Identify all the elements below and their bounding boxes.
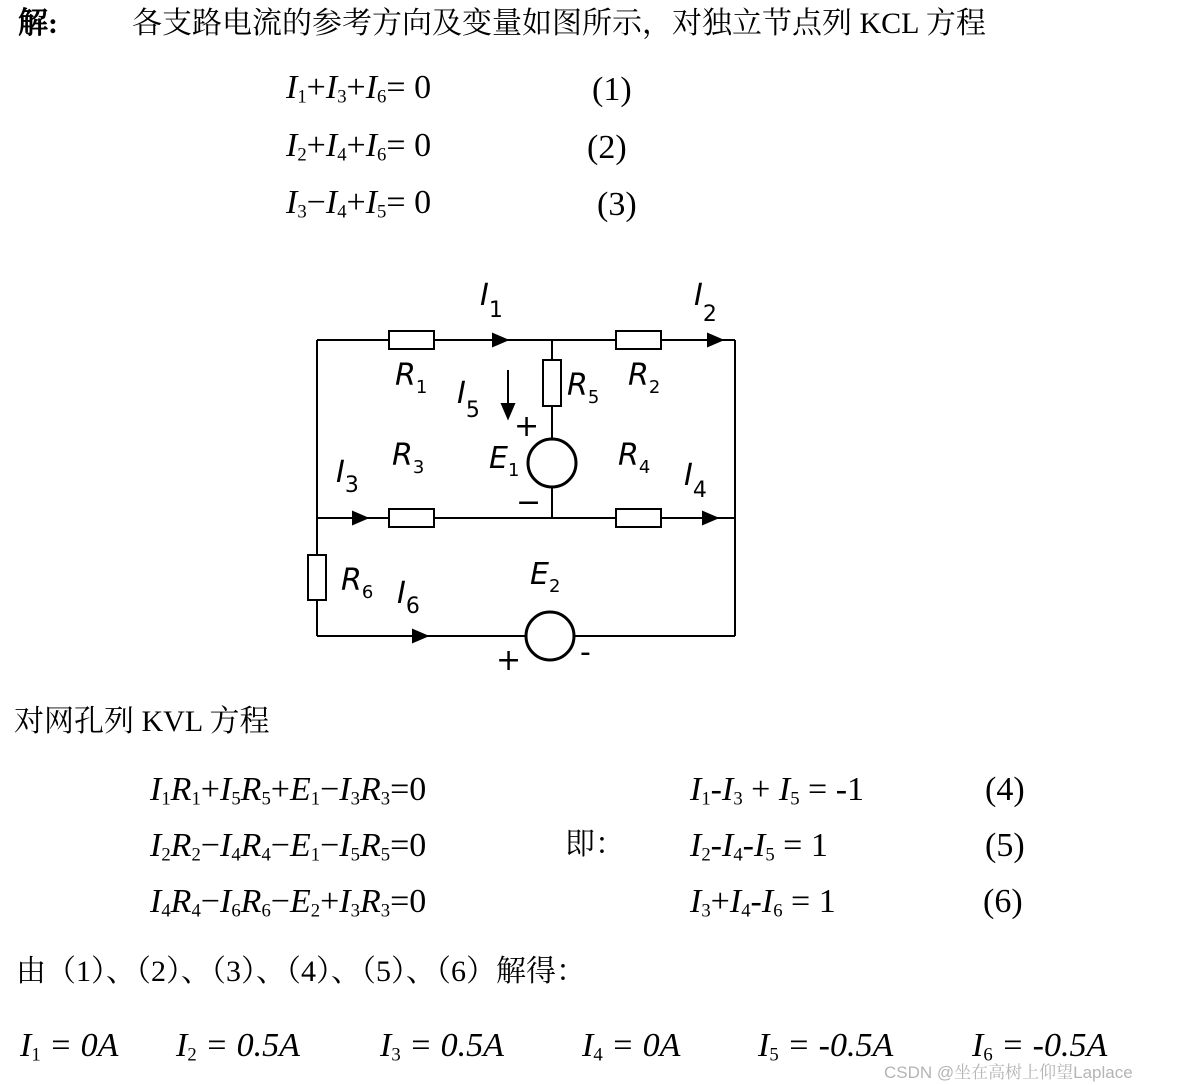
- e2-plus-sign: +: [496, 643, 522, 678]
- math-variable: $I_1$: [690, 771, 711, 810]
- label-r3: $R_3$: [392, 438, 425, 478]
- arrow-i2: [708, 334, 722, 346]
- math-operator: +: [306, 69, 326, 106]
- equation-number: (3): [597, 186, 637, 223]
- math-operator: +: [306, 127, 326, 164]
- label-e1: $E_1$: [489, 441, 520, 481]
- solution-label: 解:: [18, 7, 58, 40]
- math-variable: $R_3$: [359, 883, 391, 922]
- simplified-equation: [690, 882, 836, 932]
- math-variable: $R_5$: [240, 771, 271, 810]
- math-variable: $I_3$: [339, 771, 360, 810]
- solution-i3: [380, 1026, 504, 1076]
- math-operator: −: [270, 883, 290, 920]
- math-operator: = 0: [386, 127, 432, 164]
- kcl-equation: [286, 68, 431, 118]
- watermark: CSDN @坐在高树上仰望Laplace: [884, 1063, 1133, 1082]
- kvl-equation: [150, 770, 426, 820]
- math-operator: =0: [390, 883, 427, 920]
- equation-number: (2): [587, 129, 627, 166]
- arrow-i3: [353, 512, 367, 524]
- label-r4: $R_4$: [618, 438, 651, 478]
- math-variable: $I_2$: [690, 827, 711, 866]
- resistor-r4: [616, 509, 661, 527]
- math-variable: $I_3$: [286, 184, 307, 223]
- math-variable: $R_6$: [240, 883, 271, 922]
- math-operator: =0: [390, 771, 427, 808]
- math-operator: +: [710, 883, 730, 920]
- math-operator: +: [346, 127, 366, 164]
- source-e1: [528, 439, 576, 487]
- arrow-i5: [502, 404, 514, 418]
- math-variable: $I_4$: [722, 827, 743, 866]
- math-variable: $I_6$: [972, 1027, 993, 1066]
- kvl-equation: [150, 882, 426, 932]
- math-variable: $I_6$: [219, 883, 241, 922]
- solution-value: = -0.5A: [992, 1027, 1108, 1064]
- math-variable: $I_4$: [325, 127, 347, 166]
- solve-text: 由（1）、（2）、（3）、（4）、（5）、（6）解得：: [16, 955, 586, 988]
- math-variable: $R_5$: [359, 827, 391, 866]
- math-variable: $I_2$: [150, 827, 171, 866]
- math-variable: $I_5$: [365, 184, 387, 223]
- kcl-equation: [286, 183, 431, 233]
- equation-number: (5): [985, 827, 1025, 864]
- label-i3: $I_3$: [336, 455, 359, 498]
- math-variable: $R_3$: [359, 771, 391, 810]
- math-variable: $R_1$: [170, 771, 201, 810]
- math-operator: +: [346, 69, 366, 106]
- label-i1: $I_1$: [480, 278, 503, 323]
- math-operator: −: [306, 184, 326, 221]
- math-variable: $I_4$: [582, 1027, 603, 1066]
- solution-i2: [176, 1026, 300, 1076]
- ji-label: 即：: [565, 828, 625, 861]
- solution-value: = 0.5A: [400, 1027, 504, 1064]
- math-variable: $I_2$: [176, 1027, 197, 1066]
- math-variable: $R_2$: [170, 827, 201, 866]
- equation-number: (1): [592, 71, 632, 108]
- math-operator: +: [346, 184, 366, 221]
- math-operator: +: [270, 771, 290, 808]
- math-variable: $I_4$: [729, 883, 751, 922]
- circuit-diagram: [0, 270, 800, 690]
- label-e2: $E_2$: [530, 557, 561, 597]
- solution-value: = 0A: [40, 1027, 119, 1064]
- math-operator: =0: [390, 827, 427, 864]
- math-operator: −: [270, 827, 290, 864]
- math-operator: -: [750, 883, 762, 920]
- label-r6: $R_6$: [341, 563, 374, 603]
- kcl-equation: [286, 126, 431, 176]
- math-variable: $I_1$: [286, 69, 307, 108]
- resistor-r5: [543, 360, 561, 406]
- kvl-equation: [150, 826, 426, 876]
- math-variable: $E_1$: [289, 827, 321, 866]
- math-operator: = 1: [782, 883, 836, 920]
- solution-i4: [582, 1026, 680, 1076]
- label-r1: $R_1$: [395, 358, 428, 398]
- equation-number: (6): [983, 883, 1023, 920]
- math-operator: = -1: [799, 771, 865, 808]
- math-operator: = 1: [774, 827, 828, 864]
- solution-i5: [758, 1026, 893, 1076]
- arrow-i1: [493, 334, 507, 346]
- math-variable: $I_4$: [219, 827, 241, 866]
- math-operator: -: [710, 771, 722, 808]
- math-variable: $R_4$: [240, 827, 271, 866]
- math-operator: +: [742, 771, 779, 808]
- solution-i1: [20, 1026, 118, 1076]
- label-r5: $R_5$: [567, 368, 600, 408]
- intro-text: 各支路电流的参考方向及变量如图所示，对独立节点列 KCL 方程: [132, 7, 986, 40]
- equation-number: (4): [985, 771, 1025, 808]
- arrow-i4: [703, 512, 717, 524]
- math-operator: −: [200, 883, 220, 920]
- math-operator: −: [320, 771, 340, 808]
- resistor-r3: [389, 509, 434, 527]
- label-i4: $I_4$: [684, 458, 707, 503]
- math-variable: $I_5$: [758, 1027, 779, 1066]
- math-variable: $I_3$: [339, 883, 360, 922]
- e1-plus-sign: +: [514, 409, 540, 444]
- math-variable: $I_3$: [722, 771, 743, 810]
- math-variable: $I_1$: [20, 1027, 41, 1066]
- source-e2: [526, 612, 574, 660]
- math-variable: $I_6$: [761, 883, 783, 922]
- math-variable: $I_3$: [690, 883, 711, 922]
- simplified-equation: [690, 770, 864, 820]
- e2-minus-sign: -: [580, 635, 591, 670]
- math-variable: $R_4$: [170, 883, 201, 922]
- math-variable: $I_4$: [150, 883, 171, 922]
- label-i5: $I_5$: [457, 376, 480, 423]
- math-variable: $I_5$: [754, 827, 775, 866]
- e1-minus-sign: −: [516, 485, 542, 520]
- label-i6: $I_6$: [397, 576, 420, 619]
- math-variable: $I_5$: [219, 771, 241, 810]
- math-operator: −: [320, 827, 340, 864]
- simplified-equation: [690, 826, 828, 876]
- math-variable: $I_3$: [380, 1027, 401, 1066]
- math-operator: -: [742, 827, 754, 864]
- math-variable: $I_3$: [325, 69, 347, 108]
- math-variable: $I_1$: [150, 771, 171, 810]
- solution-value: = 0.5A: [196, 1027, 300, 1064]
- math-variable: $I_5$: [339, 827, 360, 866]
- label-i2: $I_2$: [694, 278, 717, 327]
- math-operator: −: [200, 827, 220, 864]
- math-variable: $I_6$: [365, 127, 387, 166]
- math-operator: -: [710, 827, 722, 864]
- arrow-i6: [413, 630, 427, 642]
- math-variable: $I_2$: [286, 127, 307, 166]
- math-variable: $E_2$: [289, 883, 321, 922]
- solution-value: = -0.5A: [778, 1027, 894, 1064]
- math-operator: +: [200, 771, 220, 808]
- math-variable: $I_4$: [325, 184, 347, 223]
- math-operator: = 0: [386, 184, 432, 221]
- label-r2: $R_2$: [628, 358, 661, 398]
- math-operator: = 0: [386, 69, 432, 106]
- math-variable: $I_6$: [365, 69, 387, 108]
- resistor-r6: [308, 555, 326, 600]
- kvl-title: 对网孔列 KVL 方程: [14, 705, 270, 738]
- resistor-r1: [389, 331, 434, 349]
- solution-value: = 0A: [602, 1027, 681, 1064]
- math-variable: $E_1$: [289, 771, 321, 810]
- math-operator: +: [320, 883, 340, 920]
- math-variable: $I_5$: [778, 771, 800, 810]
- resistor-r2: [616, 331, 661, 349]
